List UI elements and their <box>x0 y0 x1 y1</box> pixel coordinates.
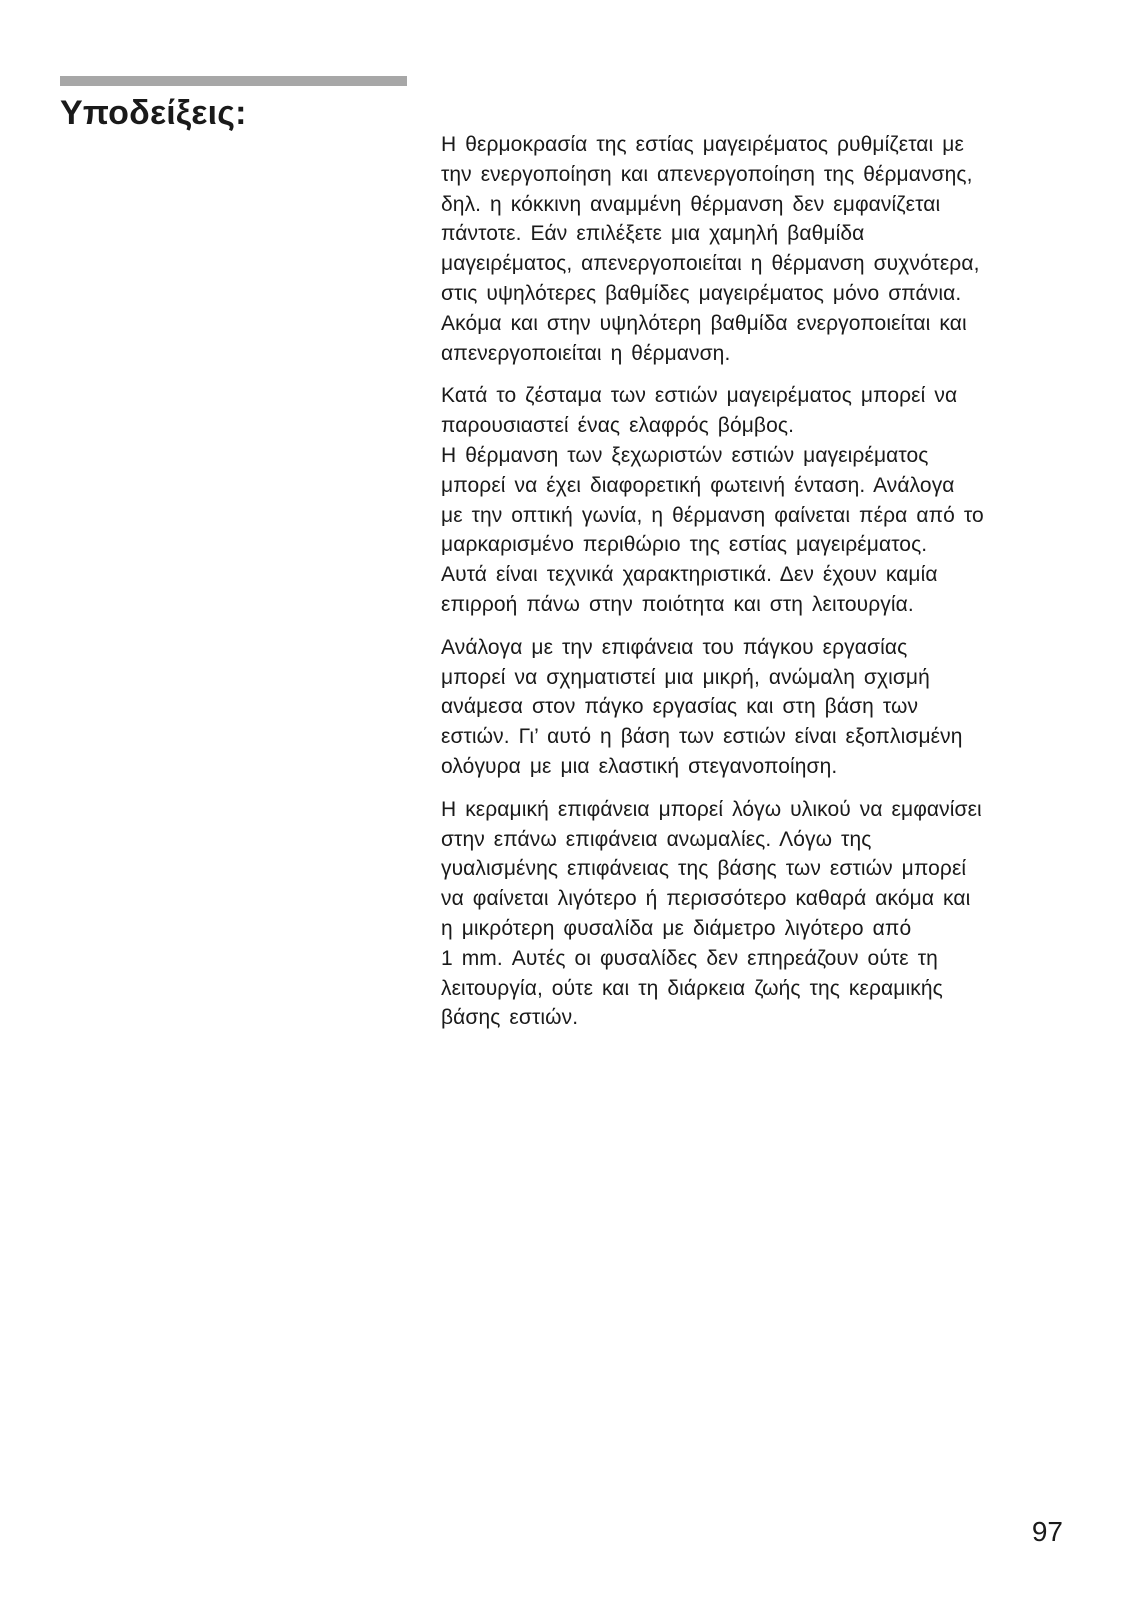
text-line: εστιών. Γι’ αυτό η βάση των εστιών είναι εξοπλισμένη <box>441 725 963 749</box>
text-line: Ανάλογα με την επιφάνεια του πάγκου εργασίας <box>441 635 908 659</box>
page-number: 97 <box>1031 1516 1063 1547</box>
text-line: ολόγυρα με μια ελαστική στεγανοποίηση. <box>441 754 838 778</box>
paragraph-hum-and-brightness <box>441 381 1081 619</box>
section-heading: Υποδείξεις: <box>60 94 247 132</box>
text-line: μαρκαρισμένο περιθώριο της εστίας μαγειρέματος. <box>441 533 928 557</box>
text-line: ανάμεσα στον πάγκο εργασίας και στη βάση των <box>441 695 919 719</box>
text-line: επιρροή πάνω στην ποιότητα και στη λειτουργία. <box>441 592 914 616</box>
text-line: την ενεργοποίηση και απενεργοποίηση της θέρμανσης, <box>441 162 973 186</box>
body-text <box>441 130 1081 1046</box>
text-line: στην επάνω επιφάνεια ανωμαλίες. Λόγω της <box>441 827 872 851</box>
text-line: απενεργοποιείται η θέρμανση. <box>441 341 731 365</box>
text-line: δηλ. η κόκκινη αναμμένη θέρμανση δεν εμφανίζεται <box>441 192 941 216</box>
text-line: μπορεί να σχηματιστεί μια μικρή, ανώμαλη σχισμή <box>441 665 930 689</box>
paragraph-worktop-gap <box>441 633 1081 782</box>
text-line: Κατά το ζέσταμα των εστιών μαγειρέματος μπορεί να <box>441 384 958 408</box>
paragraph-heating-cycle <box>441 130 1081 368</box>
section-top-rule <box>60 76 407 86</box>
text-line: βάσης εστιών. <box>441 1006 579 1030</box>
text-line: Η θέρμανση των ξεχωριστών εστιών μαγειρέματος <box>441 443 929 467</box>
text-line: 1 mm. Αυτές οι φυσαλίδες δεν επηρεάζουν ούτε τη <box>441 946 938 970</box>
text-line: λειτουργία, ούτε και τη διάρκεια ζωής της κεραμικής <box>441 976 943 1000</box>
text-line: στις υψηλότερες βαθμίδες μαγειρέματος μόνο σπάνια. <box>441 281 962 305</box>
text-line: παρουσιαστεί ένας ελαφρός βόμβος. <box>441 414 795 438</box>
text-line: Η κεραμική επιφάνεια μπορεί λόγω υλικού να εμφανίσει <box>441 797 982 821</box>
text-line: μαγειρέματος, απενεργοποιείται η θέρμανση συχνότερα, <box>441 252 980 276</box>
text-line: μπορεί να έχει διαφορετική φωτεινή ένταση. Ανάλογα <box>441 473 955 497</box>
text-line: να φαίνεται λιγότερο ή περισσότερο καθαρά ακόμα και <box>441 887 971 911</box>
text-line: με την οπτική γωνία, η θέρμανση φαίνεται πέρα από το <box>441 503 984 527</box>
text-line: πάντοτε. Εάν επιλέξετε μια χαμηλή βαθμίδα <box>441 222 865 246</box>
text-line: Αυτά είναι τεχνικά χαρακτηριστικά. Δεν έχουν καμία <box>441 563 938 587</box>
text-line: Η θερμοκρασία της εστίας μαγειρέματος ρυθμίζεται με <box>441 133 964 156</box>
paragraph-ceramic-surface <box>441 795 1081 1033</box>
text-line: γυαλισμένης επιφάνειας της βάσης των εστιών μπορεί <box>441 857 967 881</box>
text-line: Ακόμα και στην υψηλότερη βαθμίδα ενεργοποιείται και <box>441 311 967 335</box>
text-line: η μικρότερη φυσαλίδα με διάμετρο λιγότερο από <box>441 916 912 940</box>
